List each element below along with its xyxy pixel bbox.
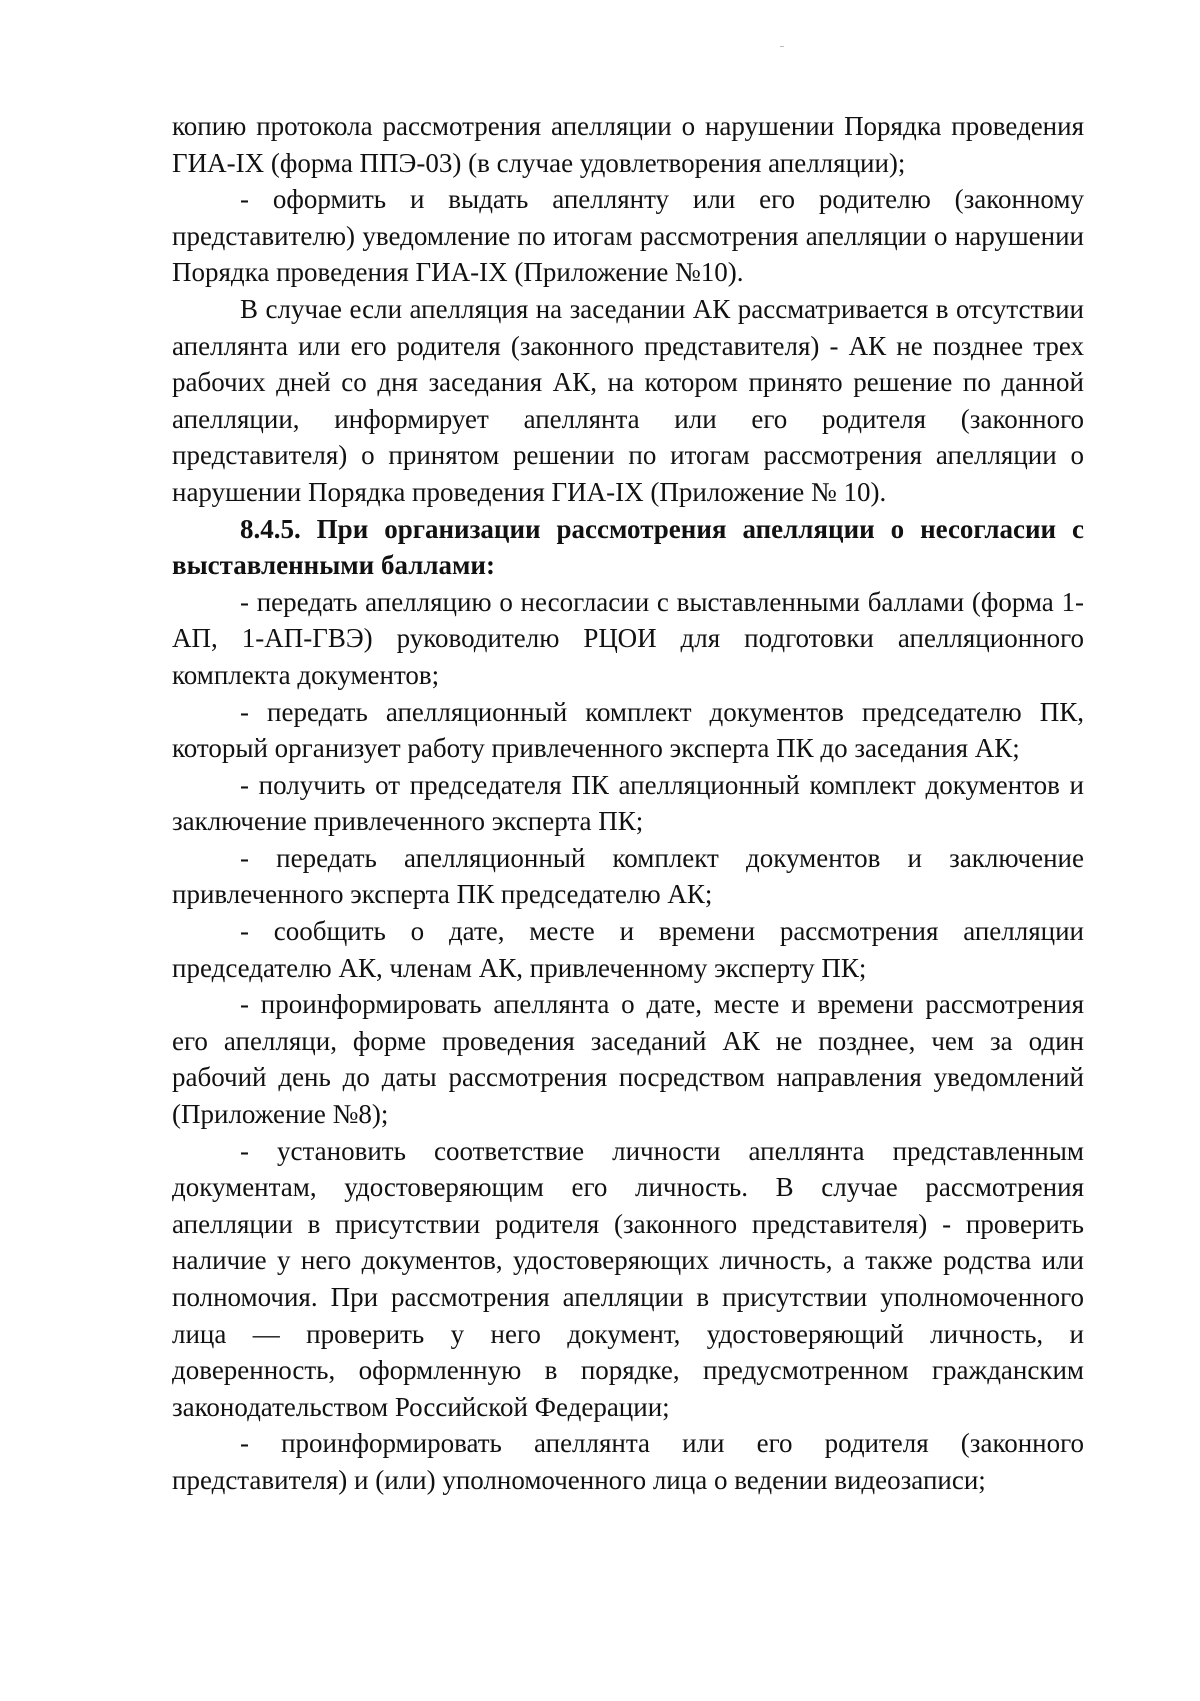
scan-speck [780, 46, 784, 47]
list-item-receive-kit: - получить от председателя ПК апелляционный комплект документов и заключение привлеченного эксперта ПК; [172, 769, 1084, 837]
list-item-verify-identity: - установить соответствие личности апеллянта представленным документам, удостоверяющим его личность. В случае рассмотрения апелляции в присутствии родителя (законного представителя) - проверить наличие у него документов, удостоверяющих личность, а также родства или полномочия. При рассмотрения апелляции в присутствии уполномоченного лица — проверить у него документ, удостоверяющий личность, и доверенность, оформленную в порядке, предусмотренном гражданским законодательством Российской Федерации; [172, 1135, 1084, 1422]
paragraph-absence-case: В случае если апелляция на заседании АК рассматривается в отсутствии апеллянта или его родителя (законного представителя) - АК не позднее трех рабочих дней со дня заседания АК, на котором принято решение по данной апелляции, информирует апеллянта или его родителя (законного представителя) о принятом решении по итогам рассмотрения апелляции о нарушении Порядка проведения ГИА-IX (Приложение № 10). [172, 293, 1084, 507]
list-item-transfer-appeal: - передать апелляцию о несогласии с выставленными баллами (форма 1-АП, 1-АП-ГВЭ) руководителю РЦОИ для подготовки апелляционного комплекта документов; [172, 586, 1084, 690]
paragraph-issue-notice: - оформить и выдать апеллянту или его родителю (законному представителю) уведомление по итогам рассмотрения апелляции о нарушении Порядка проведения ГИА-IX (Приложение №10). [172, 184, 1084, 288]
list-item-video-recording: - проинформировать апеллянта или его родителя (законного представителя) и (или) уполномоченного лица о ведении видеозаписи; [172, 1428, 1084, 1495]
section-heading-8-4-5: 8.4.5. При организации рассмотрения апелляции о несогласии с выставленными баллами: [172, 513, 1084, 581]
document-body [172, 108, 1084, 1499]
list-item-transfer-conclusion: - передать апелляционный комплект документов и заключение привлеченного эксперта ПК председателю АК; [172, 842, 1084, 910]
list-item-inform-applicant: - проинформировать апеллянта о дате, месте и времени рассмотрения его апелляци, форме проведения заседаний АК не позднее, чем за один рабочий день до даты рассмотрения посредством направления уведомлений (Приложение №8); [172, 989, 1084, 1130]
list-item-transfer-kit: - передать апелляционный комплект документов председателю ПК, который организует работу привлеченного эксперта ПК до заседания АК; [172, 696, 1084, 764]
list-item-notify-members: - сообщить о дате, месте и времени рассмотрения апелляции председателю АК, членам АК, привлеченному эксперту ПК; [172, 916, 1084, 983]
paragraph-protocol-copy: копию протокола рассмотрения апелляции о нарушении Порядка проведения ГИА-IX (форма ППЭ-03) (в случае удовлетворения апелляции); [172, 111, 1084, 178]
